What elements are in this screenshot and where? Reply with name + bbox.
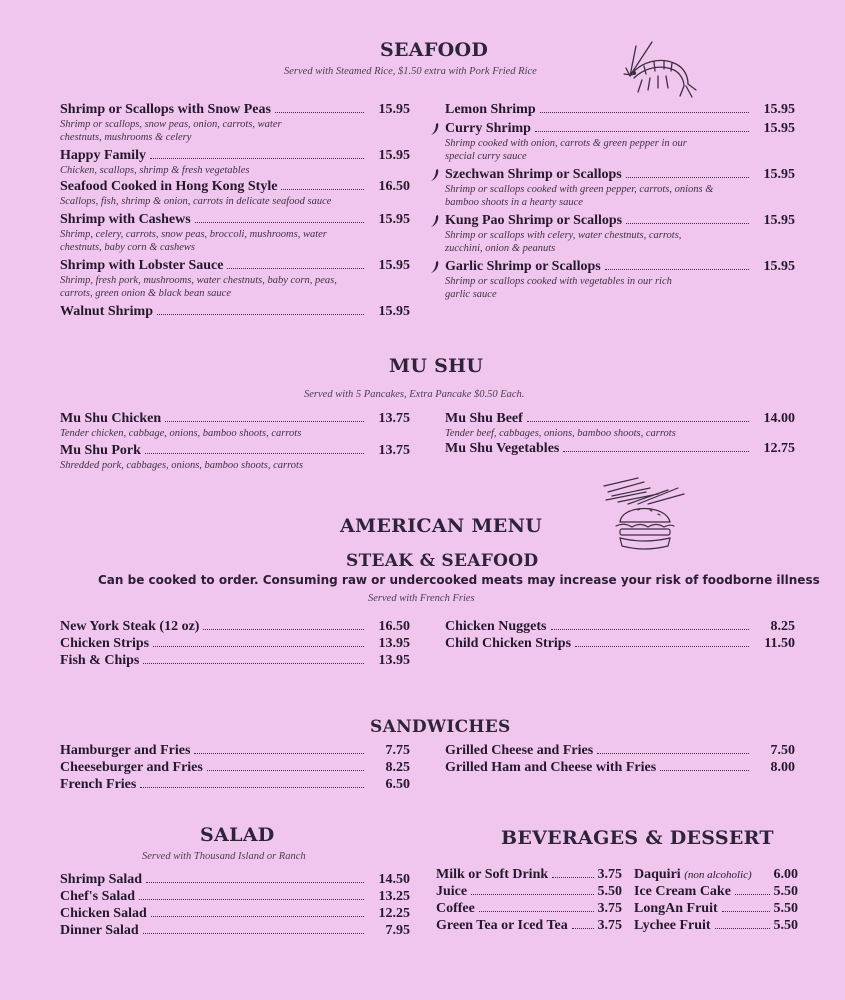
dot-leader	[551, 629, 749, 630]
item-price: 7.95	[385, 923, 410, 938]
dot-leader	[151, 916, 364, 917]
item-price: 16.50	[378, 179, 410, 194]
dot-leader	[153, 646, 364, 647]
item-name: Lychee Fruit	[634, 918, 711, 933]
menu-item	[445, 619, 795, 636]
item-description: Shrimp or scallops cooked with vegetables in our rich garlic sauce	[445, 276, 672, 300]
menu-item	[60, 619, 410, 636]
dot-leader	[535, 131, 749, 132]
item-price: 15.95	[378, 258, 410, 273]
salad-column	[60, 872, 410, 940]
burger-fries-icon	[598, 474, 690, 554]
item-price: 12.75	[763, 441, 795, 456]
item-price: 7.75	[385, 743, 410, 758]
item-price: 15.95	[763, 213, 795, 228]
item-price: 5.50	[773, 884, 798, 899]
item-price: 15.95	[763, 259, 795, 274]
menu-item	[60, 777, 410, 794]
seafood-subtitle: Served with Steamed Rice, $1.50 extra with Pork Fried Rice	[284, 66, 537, 77]
dot-leader	[479, 911, 594, 912]
item-description: Shrimp cooked with onion, carrots & green pepper in our special curry sauce	[445, 138, 687, 162]
item-price: 6.00	[773, 867, 798, 882]
item-name: Ice Cream Cake	[634, 884, 731, 899]
dot-leader	[146, 882, 364, 883]
menu-item	[60, 212, 410, 258]
item-name	[634, 867, 752, 883]
food-safety-warning: Can be cooked to order. Consuming raw or undercooked meats may increase your risk of foodborne illness	[98, 573, 820, 587]
item-description: Shredded pork, cabbages, onions, bamboo shoots, carrots	[60, 460, 304, 471]
item-name: Juice	[436, 884, 468, 899]
menu-item	[60, 148, 410, 179]
menu-item	[634, 901, 798, 918]
item-price: 7.50	[770, 743, 795, 758]
salad-subtitle: Served with Thousand Island or Ranch	[142, 851, 306, 862]
menu-item	[445, 259, 795, 305]
menu-item	[60, 258, 410, 304]
item-price: 13.95	[378, 636, 410, 651]
dot-leader	[735, 894, 770, 895]
item-price: 15.95	[378, 212, 410, 227]
menu-item	[445, 121, 795, 167]
item-name: Chicken Strips	[60, 636, 150, 651]
item-price: 13.25	[378, 889, 410, 904]
item-name: New York Steak (12 oz)	[60, 619, 200, 634]
dot-leader	[626, 177, 749, 178]
item-name: Garlic Shrimp or Scallops	[445, 259, 601, 274]
item-name: Grilled Cheese and Fries	[445, 743, 594, 758]
item-name: Lemon Shrimp	[445, 102, 536, 117]
dot-leader	[195, 222, 364, 223]
menu-item	[634, 867, 798, 884]
dot-leader	[194, 753, 364, 754]
american-title: AMERICAN MENU	[340, 515, 543, 537]
menu-item	[60, 411, 410, 443]
sandwiches-title: SANDWICHES	[370, 717, 511, 737]
sandwiches-left-column	[60, 743, 410, 794]
item-price: 8.25	[770, 619, 795, 634]
item-name: Milk or Soft Drink	[436, 867, 549, 882]
item-name: Walnut Shrimp	[60, 304, 153, 319]
item-price: 6.50	[385, 777, 410, 792]
dot-leader	[572, 928, 594, 929]
item-name-text: Daquiri	[634, 867, 681, 882]
item-name: Happy Family	[60, 148, 146, 163]
item-name: Grilled Ham and Cheese with Fries	[445, 760, 657, 775]
dot-leader	[552, 877, 593, 878]
menu-item	[634, 884, 798, 901]
item-description: Tender beef, cabbages, onions, bamboo shoots, carrots	[445, 428, 676, 439]
item-name: Shrimp Salad	[60, 872, 143, 887]
dot-leader	[563, 451, 749, 452]
item-price: 14.00	[763, 411, 795, 426]
item-name: Mu Shu Chicken	[60, 411, 162, 426]
menu-item	[445, 760, 795, 777]
item-description: Shrimp or scallops with celery, water chestnuts, carrots, zucchini, onion & peanuts	[445, 230, 682, 254]
dot-leader	[715, 928, 770, 929]
item-name: Shrimp with Cashews	[60, 212, 191, 227]
item-name: Cheeseburger and Fries	[60, 760, 203, 775]
menu-item	[436, 918, 622, 935]
item-name: French Fries	[60, 777, 137, 792]
dot-leader	[527, 421, 749, 422]
item-description: Shrimp, fresh pork, mushrooms, water chestnuts, baby corn, peas, carrots, green onion & black bean sauce	[60, 275, 337, 299]
menu-item	[436, 867, 622, 884]
dot-leader	[471, 894, 593, 895]
menu-item	[445, 441, 795, 459]
item-price: 5.50	[597, 884, 622, 899]
shrimp-icon	[622, 40, 702, 102]
item-name: Curry Shrimp	[445, 121, 531, 136]
dot-leader	[660, 770, 749, 771]
item-description: Shrimp, celery, carrots, snow peas, broccoli, mushrooms, water chestnuts, baby corn & cashews	[60, 229, 327, 253]
item-price: 14.50	[378, 872, 410, 887]
mushu-title: MU SHU	[389, 355, 484, 377]
item-price: 3.75	[597, 918, 622, 933]
item-description: Shrimp or scallops, snow peas, onion, carrots, water chestnuts, mushrooms & celery	[60, 119, 282, 143]
dot-leader	[275, 112, 364, 113]
salad-title: SALAD	[200, 824, 275, 846]
dot-leader	[203, 629, 364, 630]
item-name: Mu Shu Beef	[445, 411, 523, 426]
dot-leader	[150, 158, 364, 159]
menu-item	[436, 901, 622, 918]
chili-pepper-icon	[430, 214, 440, 228]
item-price: 8.00	[770, 760, 795, 775]
dot-leader	[575, 646, 749, 647]
menu-item	[60, 743, 410, 760]
chili-pepper-icon	[430, 260, 440, 274]
menu-item	[60, 653, 410, 670]
dot-leader	[605, 269, 749, 270]
dot-leader	[139, 899, 364, 900]
menu-item	[60, 760, 410, 777]
item-name: Dinner Salad	[60, 923, 139, 938]
item-price: 15.95	[378, 148, 410, 163]
item-description: Shrimp or scallops cooked with green pepper, carrots, onions & bamboo shoots in a hearty sauce	[445, 184, 714, 208]
beverages-left-column	[436, 867, 622, 935]
item-price: 16.50	[378, 619, 410, 634]
item-note: (non alcoholic)	[684, 869, 752, 881]
item-name: Shrimp or Scallops with Snow Peas	[60, 102, 271, 117]
dot-leader	[540, 112, 749, 113]
item-price: 5.50	[773, 901, 798, 916]
item-price: 15.95	[378, 102, 410, 117]
menu-item	[60, 443, 410, 475]
menu-item	[60, 304, 410, 322]
dot-leader	[140, 787, 364, 788]
item-description: Chicken, scallops, shrimp & fresh vegetables	[60, 165, 250, 176]
item-price: 8.25	[385, 760, 410, 775]
dot-leader	[143, 933, 364, 934]
dot-leader	[157, 314, 364, 315]
item-price: 15.95	[763, 102, 795, 117]
item-price: 5.50	[773, 918, 798, 933]
item-price: 15.95	[763, 121, 795, 136]
item-name: Shrimp with Lobster Sauce	[60, 258, 224, 273]
menu-item	[60, 102, 410, 148]
menu-item	[445, 636, 795, 653]
dot-leader	[626, 223, 749, 224]
seafood-right-column	[445, 102, 795, 305]
menu-item	[445, 167, 795, 213]
item-price: 15.95	[763, 167, 795, 182]
dot-leader	[722, 911, 770, 912]
dot-leader	[165, 421, 364, 422]
item-price: 3.75	[597, 867, 622, 882]
item-name: Chicken Nuggets	[445, 619, 547, 634]
menu-item	[60, 889, 410, 906]
item-name: Fish & Chips	[60, 653, 140, 668]
beverages-title: BEVERAGES & DESSERT	[501, 827, 774, 849]
item-name: Coffee	[436, 901, 475, 916]
mushu-left-column	[60, 411, 410, 475]
item-description: Scallops, fish, shrimp & onion, carrots in delicate seafood sauce	[60, 196, 332, 207]
seafood-left-column	[60, 102, 410, 322]
item-name: Hamburger and Fries	[60, 743, 191, 758]
dot-leader	[227, 268, 364, 269]
sandwiches-right-column	[445, 743, 795, 777]
menu-item	[445, 743, 795, 760]
item-price: 13.95	[378, 653, 410, 668]
item-description: Tender chicken, cabbage, onions, bamboo shoots, carrots	[60, 428, 302, 439]
item-name: Seafood Cooked in Hong Kong Style	[60, 179, 278, 194]
menu-item	[445, 102, 795, 121]
item-price: 13.75	[378, 443, 410, 458]
dot-leader	[597, 753, 749, 754]
menu-item	[436, 884, 622, 901]
menu-item	[445, 213, 795, 259]
menu-item	[60, 923, 410, 940]
beverages-right-column	[634, 867, 798, 935]
item-name: Mu Shu Vegetables	[445, 441, 560, 456]
item-name: Szechwan Shrimp or Scallops	[445, 167, 622, 182]
chili-pepper-icon	[430, 122, 440, 136]
item-price: 12.25	[378, 906, 410, 921]
item-price: 11.50	[764, 636, 795, 651]
dot-leader	[207, 770, 364, 771]
menu-item	[60, 636, 410, 653]
item-name: Kung Pao Shrimp or Scallops	[445, 213, 623, 228]
menu-item	[634, 918, 798, 935]
menu-item	[60, 906, 410, 923]
item-name: Green Tea or Iced Tea	[436, 918, 568, 933]
american-subtitle: Served with French Fries	[368, 593, 475, 604]
dot-leader	[281, 189, 364, 190]
item-price: 15.95	[378, 304, 410, 319]
item-name: Chicken Salad	[60, 906, 147, 921]
dot-leader	[145, 453, 364, 454]
menu-item	[445, 411, 795, 441]
item-name: Mu Shu Pork	[60, 443, 141, 458]
mushu-subtitle: Served with 5 Pancakes, Extra Pancake $0.50 Each.	[304, 389, 525, 400]
mushu-right-column	[445, 411, 795, 459]
chili-pepper-icon	[430, 168, 440, 182]
item-name: LongAn Fruit	[634, 901, 718, 916]
item-price: 3.75	[597, 901, 622, 916]
dot-leader	[143, 663, 364, 664]
item-name: Child Chicken Strips	[445, 636, 572, 651]
steak-left-column	[60, 619, 410, 670]
seafood-title: SEAFOOD	[380, 39, 489, 61]
menu-item	[60, 179, 410, 212]
item-price: 13.75	[378, 411, 410, 426]
menu-item	[60, 872, 410, 889]
item-name: Chef's Salad	[60, 889, 136, 904]
steak-right-column	[445, 619, 795, 653]
steak-seafood-title: STEAK & SEAFOOD	[346, 551, 539, 571]
